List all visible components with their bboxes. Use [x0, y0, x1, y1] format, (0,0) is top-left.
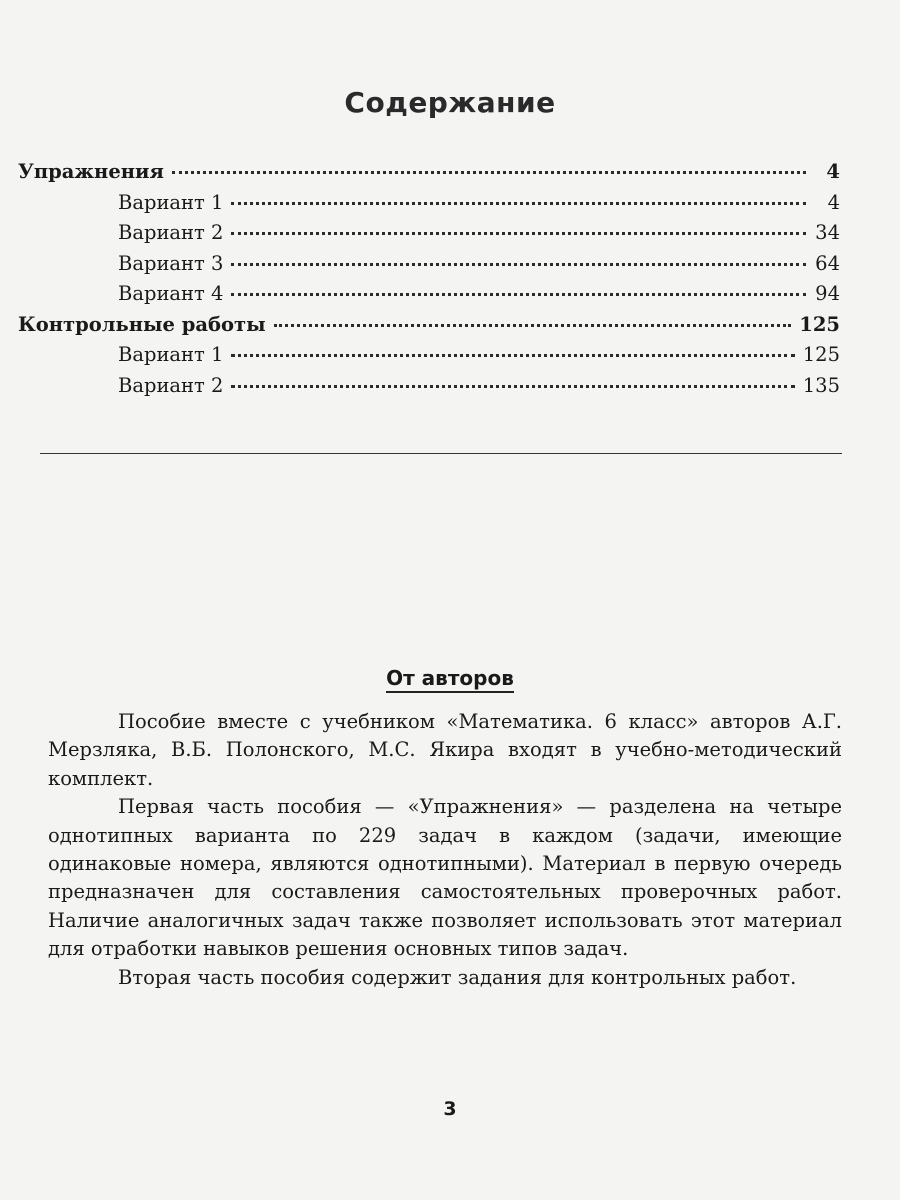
toc-entry-label: Упражнения [18, 160, 164, 183]
toc-entry-page: 125 [802, 343, 840, 366]
toc-entry-page: 64 [815, 251, 840, 275]
toc-entry-label: Вариант 1 [118, 190, 224, 214]
toc-entry-label: Вариант 2 [118, 221, 224, 244]
toc-entry-label: Контрольные работы [18, 312, 266, 336]
toc-entry-tests [18, 313, 840, 344]
toc-entry-page: 125 [799, 312, 840, 336]
toc-entry-page: 4 [826, 160, 840, 183]
toc-entry-page: 4 [827, 190, 840, 214]
toc-leader-dots [231, 292, 806, 296]
toc-leader-dots [274, 323, 792, 327]
toc-leader-dots [231, 201, 806, 205]
toc-entry-variant [18, 343, 840, 374]
toc-leader-dots [231, 231, 806, 235]
section-divider [40, 453, 842, 454]
toc-entry-variant [18, 252, 840, 283]
page-number: 3 [443, 1098, 457, 1120]
toc-entry-page: 135 [802, 373, 840, 397]
preface-paragraph: Вторая часть пособия содержит задания для контрольных работ. [118, 965, 797, 989]
toc-entry-variant [18, 221, 840, 252]
toc-entry-variant [18, 191, 840, 222]
preface-paragraph: Первая часть пособия — «Упражнения» — разделена на четыре однотипных варианта по 229 задач в каждом (задачи, имеющие одинаковые номера, являются однотипными). Материал в первую очередь предназначен для составления самостоятельных проверочных работ. Наличие аналогичных задач также позволяет использовать этот материал для отработки навыков решения основных типов задач. [48, 795, 842, 961]
toc-entry-label: Вариант 4 [118, 282, 224, 305]
toc-title: Содержание [344, 86, 556, 119]
toc-entry-variant [18, 282, 840, 313]
toc-leader-dots [231, 262, 806, 266]
toc-leader-dots [231, 384, 794, 388]
preface-paragraph: Пособие вместе с учебником «Математика. 6 класс» авторов А.Г. Мерзляка, В.Б. Полонского, М.С. Якира входят в учебно-методический комплект. [48, 710, 842, 790]
authors-preface [48, 708, 842, 992]
authors-heading-text: От авторов [386, 666, 514, 693]
toc-entry-label: Вариант 3 [118, 251, 224, 275]
table-of-contents [18, 160, 840, 404]
toc-entry-exercises [18, 160, 840, 191]
toc-entry-variant [18, 374, 840, 405]
toc-leader-dots [172, 170, 806, 174]
toc-entry-label: Вариант 2 [118, 373, 224, 397]
toc-entry-label: Вариант 1 [118, 343, 224, 366]
toc-entry-page: 94 [815, 282, 840, 305]
authors-heading [0, 666, 900, 690]
toc-leader-dots [231, 353, 794, 357]
toc-entry-page: 34 [815, 221, 840, 244]
